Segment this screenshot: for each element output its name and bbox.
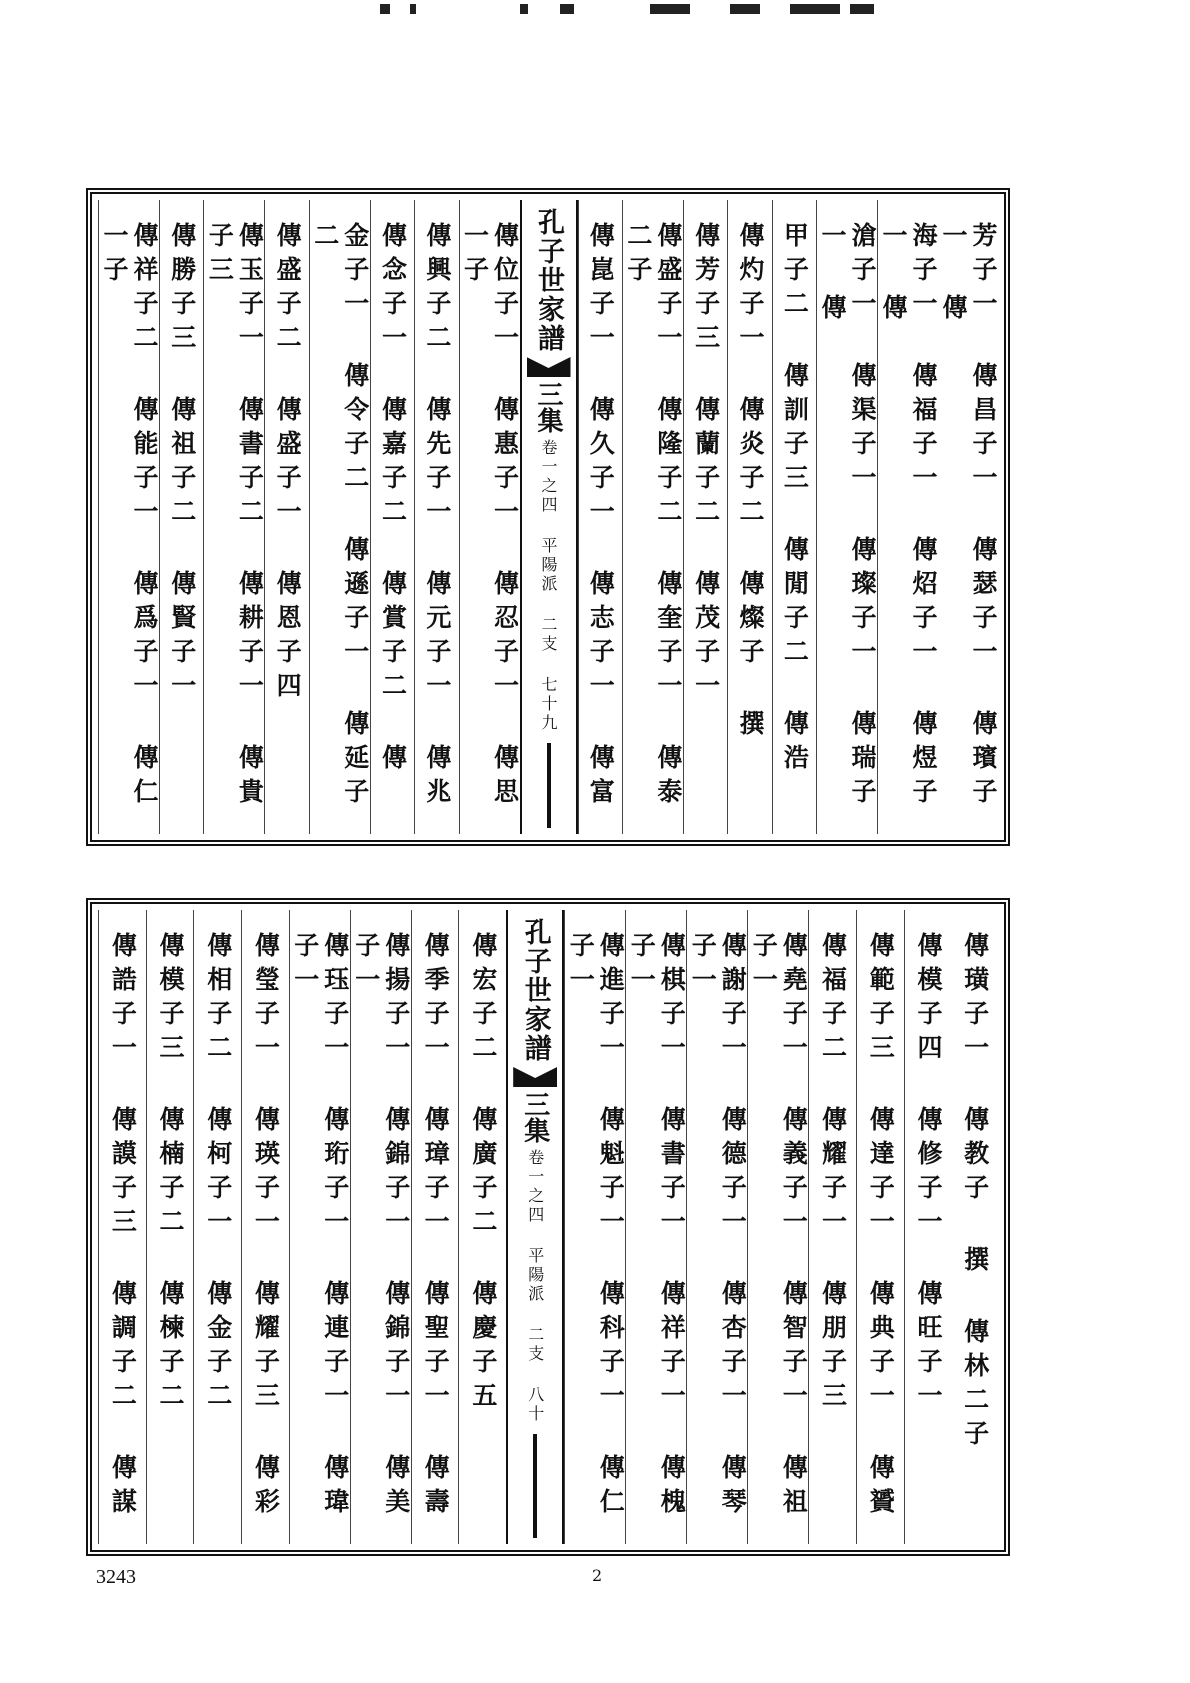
entry-column: 傳崑子一 傳久子一 傳志子一 傳富: [578, 200, 622, 834]
entry-column: 傳灼子一 傳炎子二 傳燦子 撰: [727, 200, 771, 834]
fish-tail-mark: [513, 1067, 557, 1087]
entry-column: 傳揚子一 傳錦子一 傳錦子一 傳美子一: [350, 910, 411, 1544]
entry-column: 傳宏子二 傳廣子二 傳慶子五: [458, 910, 506, 1544]
entry-column: 傳棋子一 傳書子一 傳祥子一 傳槐子一: [625, 910, 686, 1544]
center-rule: [547, 743, 551, 828]
entry-column: 傳念子一 傳嘉子二 傳賞子二 傳: [370, 200, 414, 834]
section-label: 卷一之四 平陽派 二支 八十: [525, 1149, 545, 1424]
entry-column: 傳模子四 傳修子一 傳旺子一: [904, 910, 952, 1544]
entry-column: 傳芳子三 傳蘭子二 傳茂子一: [683, 200, 727, 834]
page-number: 3243: [96, 1566, 136, 1588]
entry-column: 傳祥子二 傳能子一 傳爲子一 傳仁一子: [98, 200, 159, 834]
entry-column: 傳季子一 傳璋子一 傳聖子一 傳壽: [411, 910, 459, 1544]
volume-label: 三集: [533, 381, 563, 433]
book-title: 孔子世家譜: [533, 208, 564, 353]
entry-column: 傳勝子三 傳祖子二 傳賢子一: [159, 200, 203, 834]
entry-column: 芳子一 傳昌子一 傳瑟子一 傳璸子一 傳: [939, 222, 998, 812]
center-margin: [506, 910, 564, 1544]
entry-column: 傳誥子一 傳謨子三 傳調子二 傳謀: [98, 910, 146, 1544]
entry-column: 傳興子二 傳先子一 傳元子一 傳兆: [414, 200, 458, 834]
bottom-mark: 2: [592, 1566, 603, 1585]
genealogy-page-bottom: [86, 898, 1010, 1556]
entry-column: 傳盛子二 傳盛子一 傳恩子四: [264, 200, 308, 834]
entry-column: 傳福子二 傳耀子一 傳朋子三: [808, 910, 856, 1544]
entry-column: 傳瑩子一 傳瑛子一 傳耀子三 傳彩: [241, 910, 289, 1544]
entry-column: 傳璜子一 傳教子 撰 傳林二子: [960, 932, 990, 1454]
entry-column: 傳謝子一 傳德子一 傳杏子一 傳琴子一: [686, 910, 747, 1544]
section-label: 卷一之四 平陽派 二支 七十九: [539, 439, 558, 733]
top-scan-artifact: [230, 0, 930, 18]
entry-column: 傳珏子一 傳珩子一 傳連子一 傳瑋子一: [289, 910, 350, 1544]
entry-column: 傳模子三 傳楠子二 傳楝子二: [146, 910, 194, 1544]
entry-column: 甲子二 傳訓子三 傳閒子二 傳浩: [772, 200, 816, 834]
entry-column: 滄子一 傳渠子一 傳璨子一 傳瑞子一 傳: [816, 200, 877, 834]
entry-column: 傳進子一 傳魁子一 傳科子一 傳仁子一: [564, 910, 625, 1544]
center-rule: [533, 1434, 537, 1538]
genealogy-page-top: [86, 188, 1010, 846]
volume-label: 三集: [519, 1091, 550, 1143]
entry-column: 傳盛子一 傳隆子二 傳奎子一 傳泰二子: [622, 200, 683, 834]
entry-column: 傳位子一 傳惠子一 傳忍子一 傳思一子: [459, 200, 520, 834]
entry-column: 傳範子三 傳達子一 傳典子一 傳贇: [856, 910, 904, 1544]
entry-column: 傳堯子一 傳義子一 傳智子一 傳祖子一: [747, 910, 808, 1544]
fish-tail-mark: [527, 357, 571, 377]
entry-column: 金子一 傳令子二 傳遜子一 傳延子二: [309, 200, 370, 834]
book-title: 孔子世家譜: [519, 918, 551, 1063]
entry-column: 海子一 傳福子一 傳炤子一 傳煜子一 傳: [877, 200, 938, 834]
entry-column: 傳玉子一 傳書子二 傳耕子一 傳貴子三: [203, 200, 264, 834]
center-margin: [520, 200, 578, 834]
entry-column: 傳相子二 傳柯子一 傳金子二: [193, 910, 241, 1544]
